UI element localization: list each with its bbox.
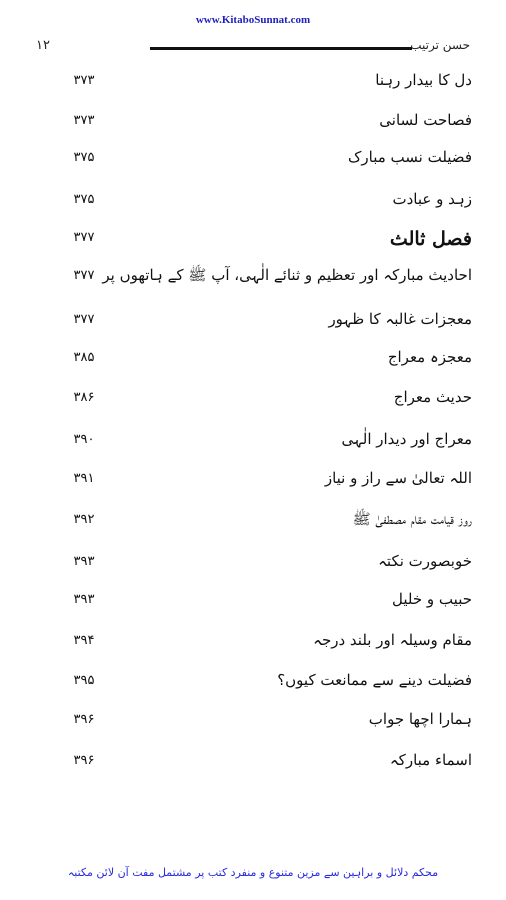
toc-page-number: ۳۹۶ — [73, 753, 95, 768]
toc-entry-title: اسماء مبارکہ — [389, 751, 472, 769]
toc-entry-title: معجزات غالبہ کا ظہور — [328, 310, 472, 328]
toc-entry-title: حبیب و خلیل — [392, 590, 472, 608]
toc-entry-title: اللہ تعالیٰ سے راز و نیاز — [324, 469, 472, 487]
toc-page-number: ۳۷۷ — [73, 230, 95, 245]
toc-entry-title: فصاحت لسانی — [379, 111, 472, 129]
toc-entry-title: روز قیامت مقام مصطفیٰ ﷺ — [352, 510, 472, 528]
toc-entry-title: دل کا بیدار رہنا — [375, 71, 472, 89]
toc-entry-title: ہمارا اچھا جواب — [368, 710, 472, 728]
toc-row — [0, 706, 506, 736]
toc-page-number: ۳۹۰ — [73, 432, 95, 447]
toc-entry-title: فضیلت دینے سے ممانعت کیوں؟ — [277, 671, 472, 689]
toc-row — [0, 586, 506, 616]
toc-row — [0, 384, 506, 414]
toc-row — [0, 506, 506, 536]
toc-page-number: ۳۷۳ — [73, 73, 95, 88]
site-url[interactable]: www.KitaboSunnat.com — [195, 14, 311, 26]
toc-row — [0, 67, 506, 97]
toc-page-number: ۳۷۵ — [73, 192, 95, 207]
toc-page-number: ۳۹۱ — [73, 471, 95, 486]
toc-row — [0, 186, 506, 216]
toc-row — [0, 306, 506, 336]
page-number: ۱۲ — [36, 38, 50, 53]
toc-page-number: ۳۸۶ — [73, 390, 95, 405]
running-title: حسن ترتیب — [410, 38, 470, 52]
toc-page-number: ۳۹۳ — [73, 592, 95, 607]
toc-row — [0, 627, 506, 657]
toc-page-number: ۳۷۷ — [73, 268, 95, 283]
toc-entry-title: حدیث معراج — [393, 388, 472, 406]
toc-row — [0, 548, 506, 578]
toc-page-number: ۳۹۳ — [73, 554, 95, 569]
toc-page-number: ۳۷۷ — [73, 312, 95, 327]
toc-row — [0, 224, 506, 254]
toc-row — [0, 262, 506, 292]
toc-entry-title: فضیلت نسب مبارک — [347, 148, 472, 166]
toc-row — [0, 107, 506, 137]
toc-page-number: ۳۷۵ — [73, 150, 95, 165]
toc-row — [0, 344, 506, 374]
table-of-contents — [0, 64, 506, 784]
toc-page-number: ۳۹۶ — [73, 712, 95, 727]
toc-page-number: ۳۹۵ — [73, 673, 95, 688]
page-header — [0, 38, 506, 60]
toc-row — [0, 465, 506, 495]
toc-entry-title: خوبصورت نکتہ — [378, 552, 472, 570]
toc-entry-title: معجزہ معراج — [387, 348, 472, 366]
toc-entry-title: معراج اور دیدار الٰہی — [341, 430, 472, 448]
toc-page-number: ۳۸۵ — [73, 350, 95, 365]
toc-row — [0, 667, 506, 697]
toc-row — [0, 747, 506, 777]
header-rule — [150, 47, 412, 50]
toc-entry-title: زہد و عبادت — [392, 190, 472, 208]
toc-row — [0, 426, 506, 456]
footer-note: محکم دلائل و براہین سے مزین متنوع و منفرد کتب پر مشتمل مفت آن لائن مکتبہ — [67, 866, 439, 879]
toc-page-number: ۳۷۳ — [73, 113, 95, 128]
toc-row — [0, 144, 506, 174]
toc-entry-title: مقام وسیلہ اور بلند درجہ — [313, 631, 472, 649]
toc-entry-title: احادیث مبارکہ اور تعظیم و ثنائے الٰہی، آپ ﷺ کے ہاتھوں پر — [102, 266, 472, 284]
toc-page-number: ۳۹۴ — [73, 633, 95, 648]
toc-section-title: فصل ثالث — [389, 228, 472, 250]
toc-page-number: ۳۹۲ — [73, 512, 95, 527]
